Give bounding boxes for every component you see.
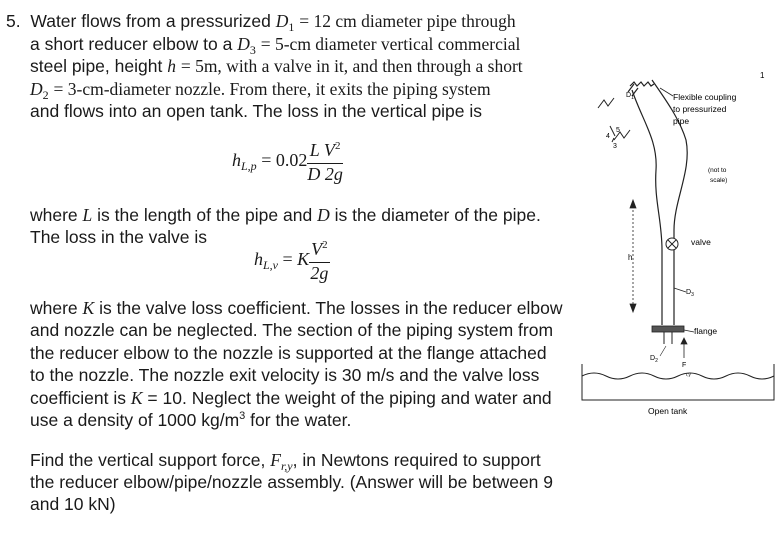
- para3-line-1: where K is the valve loss coefficient. The losses in the reducer elbow: [30, 298, 563, 318]
- equation-pipe-loss: $h_{L,p} = 0.02$ $\frac{L V^2}{D 2g}$: [232, 140, 343, 184]
- label-coupling-1: Flexible coupling: [673, 92, 737, 102]
- para4-line-2: the reducer elbow/pipe/nozzle assembly. (Answer will be between 9: [30, 472, 554, 492]
- label-d2: $D_2$: [650, 355, 658, 364]
- fraction-valve-loss: $\frac{V^2}{2g}$: [310, 239, 329, 283]
- para3-line-4: to the nozzle. The nozzle exit velocity is 30 m/s and the valve loss: [30, 365, 540, 385]
- label-tank: Open tank: [648, 406, 688, 416]
- flange: [652, 326, 684, 332]
- corner-mark: 1: [760, 71, 765, 80]
- piping-diagram: [580, 60, 776, 430]
- para4-line-1: Find the vertical support force, $F_{r,y}$, in Newtons required to support: [30, 450, 541, 473]
- label-d1: $D_1$: [626, 92, 634, 101]
- problem-line-1: 5. Water flows from a pressurized $D_1 = 12$ cm diameter pipe through: [6, 11, 516, 34]
- label-valve: valve: [691, 237, 711, 247]
- para3-line-6: use a density of 1000 $kg/m^3$ for the water.: [30, 410, 352, 430]
- label-coupling-2: to pressurized: [673, 104, 727, 114]
- para3-line-3: the reducer elbow to the nozzle is supported at the flange attached: [30, 343, 547, 363]
- axis-label-4: 4: [606, 133, 610, 140]
- para3-line-5: coefficient is K = 10. Neglect the weight of the piping and water and: [30, 388, 552, 408]
- open-tank: [582, 364, 774, 400]
- force-arrow-icon: [681, 338, 687, 358]
- axis-label-3: 3: [613, 143, 617, 150]
- tank-water-surface: [582, 373, 774, 379]
- para3-line-2: and nozzle can be neglected. The section of the piping system from: [30, 320, 554, 340]
- label-scale-2: scale): [710, 177, 728, 184]
- para2-line-1: where L is the length of the pipe and D is the diameter of the pipe.: [30, 205, 541, 225]
- fraction-pipe-loss: $\frac{L V^2}{D 2g}$: [307, 140, 343, 184]
- label-d3: $D_3$: [686, 289, 694, 298]
- problem-line-2: a short reducer elbow to a $D_3 = 5-cm$ diameter vertical commercial: [30, 34, 521, 57]
- para2-line-2: The loss in the valve is: [30, 227, 208, 247]
- label-f-sub: r,y: [686, 372, 691, 377]
- problem-line-5: and flows into an open tank. The loss in the vertical pipe is: [30, 101, 483, 121]
- valve-icon: [666, 238, 678, 250]
- para4-line-3: and 10 kN): [30, 494, 116, 514]
- problem-line-3: steel pipe, height h = 5m, with a valve in it, and then through a short: [30, 56, 523, 76]
- label-scale-1: (not to: [708, 167, 727, 174]
- label-f: F: [682, 362, 687, 369]
- equation-valve-loss: $h_{L,v} = K$ $\frac{V^2}{2g}$: [254, 239, 329, 283]
- nozzle: [664, 332, 672, 344]
- label-flange: flange: [694, 326, 718, 336]
- label-h: h: [628, 253, 633, 262]
- axis-marker-icon: [598, 98, 630, 142]
- axis-label-5: 5: [616, 127, 620, 134]
- label-coupling-3: pipe: [673, 116, 690, 126]
- problem-line-4: $D_2$ = 3-cm-diameter nozzle. From there, it exits the piping system: [30, 79, 491, 102]
